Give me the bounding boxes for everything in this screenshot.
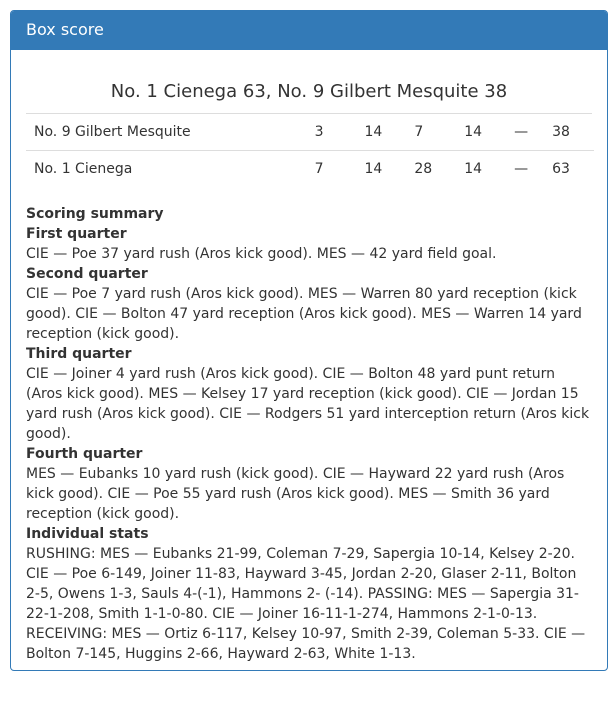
team-name: No. 1 Cienega [34,161,133,177]
first-quarter-heading: First quarter [26,226,127,242]
quarter-3-score: 28 [414,161,433,177]
quarter-4-score: 14 [464,161,483,177]
fourth-quarter-text: MES — Eubanks 10 yard rush (kick good). CIE — Hayward 22 yard rush (Aros kick good). CIE — Poe 55 yard rush (Aros kick good). MES — Smith 36 yard reception (kick good). [26,466,565,522]
first-quarter-text: CIE — Poe 37 yard rush (Aros kick good). MES — 42 yard field goal. [26,246,497,262]
quarter-3-score: 7 [406,114,456,151]
box-score-panel [10,10,608,671]
quarter-1-score: 7 [314,161,324,177]
quarter-2-score: 14 [356,114,406,151]
overtime-score: — [514,161,529,177]
scoring-summary-title: Scoring summary [26,206,164,222]
third-quarter-heading: Third quarter [26,346,132,362]
third-quarter-text: CIE — Joiner 4 yard rush (Aros kick good). CIE — Bolton 48 yard punt return (Aros kick good). MES — Kelsey 17 yard reception (kick good). CIE — Jordan 15 yard rush (Aros kick good). CIE — Rodgers 51 yard interception return (Aros kick good). [26,366,590,442]
quarter-4-score: 14 [456,114,506,151]
individual-stats-text: RUSHING: MES — Eubanks 21-99, Coleman 7-29, Sapergia 10-14, Kelsey 2-20. CIE — Poe 6-149, Joiner 11-83, Hayward 3-45, Jordan 2-20, Glaser 2-11, Bolton 2-5, Owens 1-3, Sauls 4-(-1), Hammons 2- (-14). PASSING: MES — Sapergia 31-22-1-208, Smith 1-1-0-80. CIE — Joiner 16-11-1-274, Hammons 2-1-0-13. RECEIVING: MES — Ortiz 6-117, Kelsey 10-97, Smith 2-39, Coleman 5-33. CIE — Bolton 7-145, Huggins 2-66, Hayward 2-63, White 1-13. [26,546,586,662]
second-quarter-text: CIE — Poe 7 yard rush (Aros kick good). MES — Warren 80 yard reception (kick good). CIE — Bolton 47 yard reception (Aros kick good). MES — Warren 14 yard reception (kick good). [26,286,582,342]
panel-body [11,50,607,664]
team-name: No. 9 Gilbert Mesquite [26,114,307,151]
game-title: No. 1 Cienega 63, No. 9 Gilbert Mesquite 38 [26,73,592,114]
second-quarter-heading: Second quarter [26,266,148,282]
scoring-summary [26,204,594,664]
overtime-score: — [506,114,544,151]
table-row [26,114,594,151]
fourth-quarter-heading: Fourth quarter [26,446,143,462]
panel-heading: Box score [11,11,607,50]
total-score: 63 [552,161,570,177]
table-row [26,151,594,188]
total-score: 38 [544,114,594,151]
linescore-table [26,114,594,187]
quarter-1-score: 3 [307,114,357,151]
quarter-2-score: 14 [364,161,383,177]
individual-stats-heading: Individual stats [26,526,149,542]
